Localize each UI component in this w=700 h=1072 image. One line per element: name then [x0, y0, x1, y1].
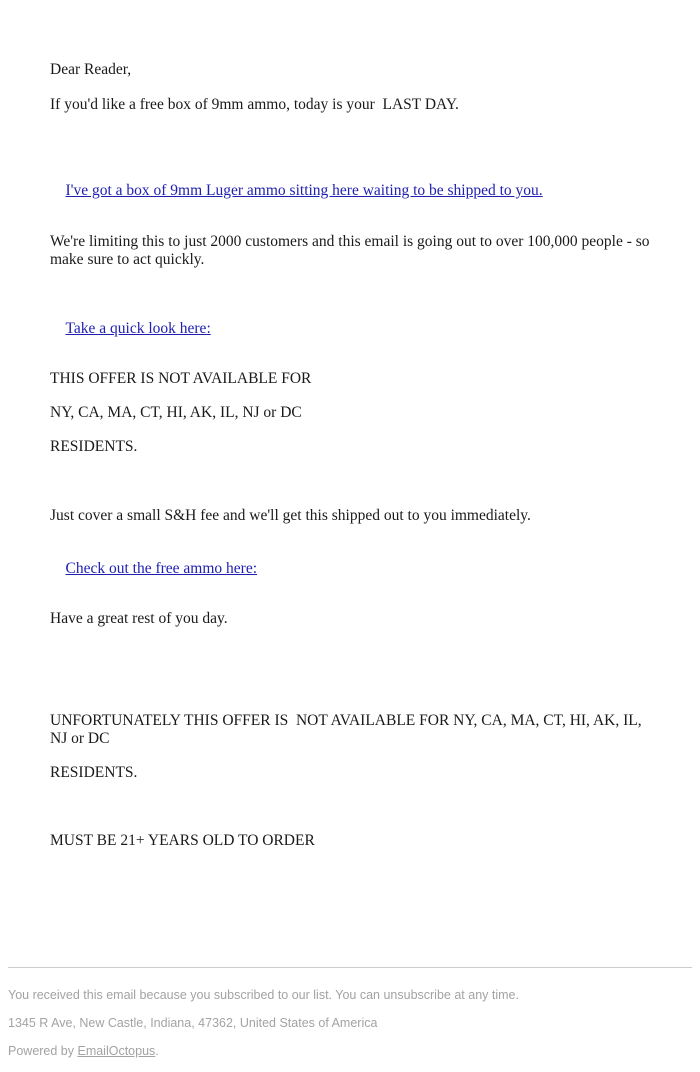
offer-link-container	[50, 164, 650, 218]
signoff: Have a great rest of you day.	[50, 610, 228, 627]
notice-line-1: THIS OFFER IS NOT AVAILABLE FOR	[50, 370, 312, 387]
powered-by-suffix: .	[155, 1044, 159, 1058]
limit-text: We're limiting this to just 2000 customers and this email is going out to over 100,000 people - so make sure to act quickly.	[50, 233, 654, 268]
footer-divider	[8, 967, 692, 968]
subscription-notice: You received this email because you subscribed to our list. You can unsubscribe at any time.	[8, 988, 519, 1002]
quick-look-link[interactable]: Take a quick look here:	[65, 320, 211, 337]
notice-line-3: RESIDENTS.	[50, 438, 138, 455]
sender-address: 1345 R Ave, New Castle, Indiana, 47362, United States of America	[8, 1016, 378, 1030]
age-notice: MUST BE 21+ YEARS OLD TO ORDER	[50, 832, 315, 849]
quick-look-link-container	[50, 302, 650, 356]
free-ammo-link[interactable]: Check out the free ammo here:	[65, 560, 258, 577]
offer-link[interactable]: I've got a box of 9mm Luger ammo sitting here waiting to be shipped to you.	[65, 182, 543, 199]
emailoctopus-link[interactable]: EmailOctopus	[77, 1044, 156, 1058]
restriction-notice-residents: RESIDENTS.	[50, 764, 138, 781]
powered-by-prefix: Powered by	[8, 1044, 78, 1058]
intro-text: If you'd like a free box of 9mm ammo, today is your LAST DAY.	[50, 96, 459, 113]
powered-by	[8, 1043, 159, 1059]
free-ammo-link-container	[50, 542, 650, 596]
restriction-notice: UNFORTUNATELY THIS OFFER IS NOT AVAILABLE FOR NY, CA, MA, CT, HI, AK, IL, NJ or DC	[50, 712, 646, 747]
greeting: Dear Reader,	[50, 61, 132, 78]
cover-text: Just cover a small S&H fee and we'll get this shipped out to you immediately.	[50, 507, 531, 524]
notice-line-2: NY, CA, MA, CT, HI, AK, IL, NJ or DC	[50, 404, 302, 421]
